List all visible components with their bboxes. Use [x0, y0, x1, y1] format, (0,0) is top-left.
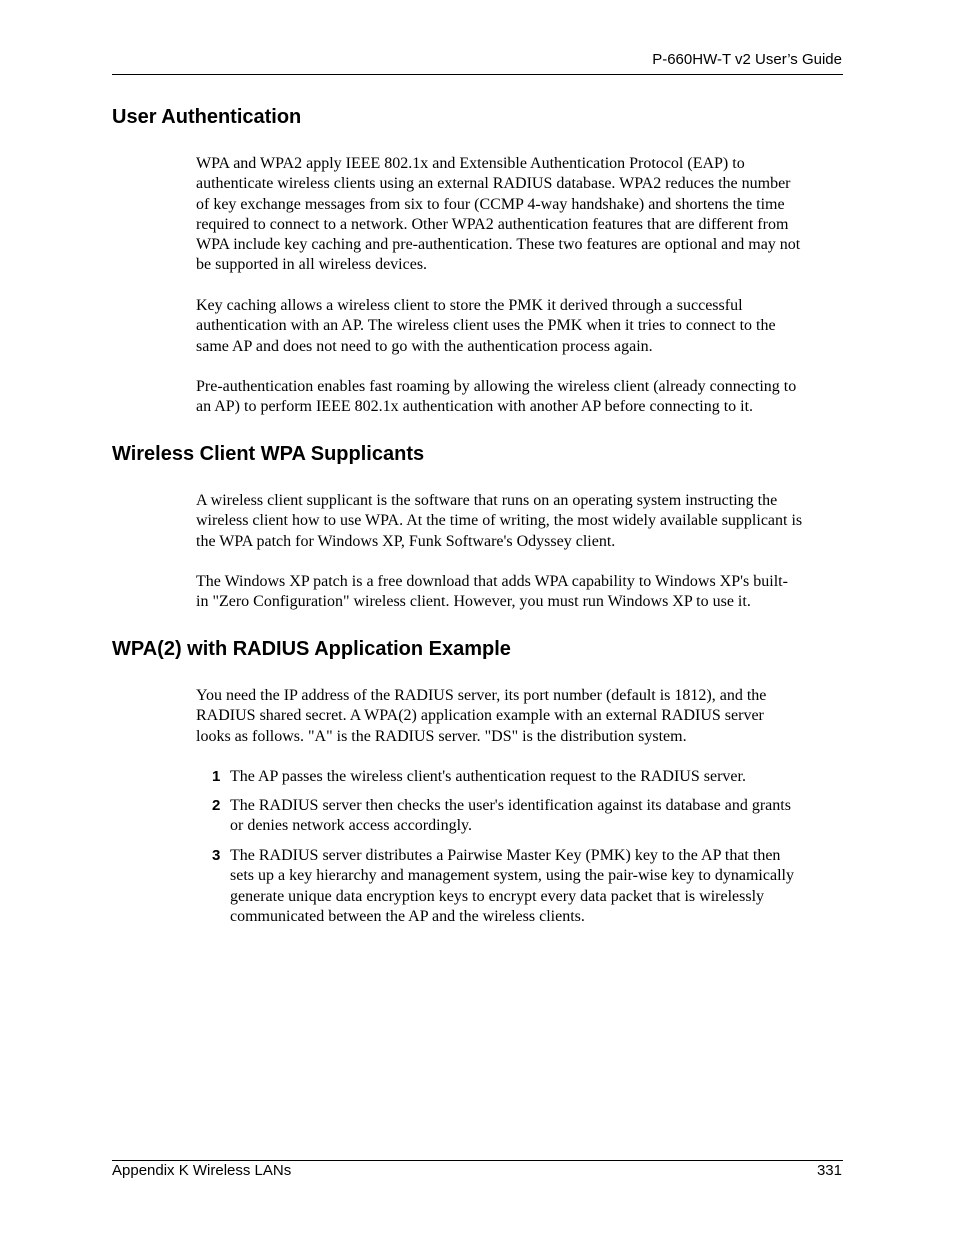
page-number: 331 — [816, 1162, 842, 1179]
paragraph: Key caching allows a wireless client to store the PMK it derived through a successful authentication with an AP. The wireless client uses the PMK when it tries to connect to the same AP and does not need to go with the authentication process again. — [196, 297, 776, 355]
paragraph: Pre-authentication enables fast roaming by allowing the wireless client (already connecting to an AP) to perform IEEE 802.1x authentication with another AP before connecting to it. — [196, 378, 797, 416]
paragraph: You need the IP address of the RADIUS server, its port number (default is 1812), and the RADIUS shared secret. A WPA(2) application example with an external RADIUS server looks as follows. "A" is the RADIUS server. "DS" is the distribution system. — [196, 687, 767, 745]
paragraph: A wireless client supplicant is the software that runs on an operating system instructing the wireless client how to use WPA. At the time of writing, the most widely available supplicant is the WPA patch for Windows XP, Funk Software's Odyssey client. — [196, 492, 803, 550]
step-number: 1 — [212, 768, 221, 785]
footer-section-title: Appendix K Wireless LANs — [112, 1162, 292, 1179]
step-number: 2 — [212, 797, 221, 814]
step-text: The AP passes the wireless client's authentication request to the RADIUS server. — [230, 768, 746, 785]
step-text: The RADIUS server distributes a Pairwise Master Key (PMK) key to the AP that then sets up a key hierarchy and management system, using the pair-wise key to dynamically generate unique data encryption keys to encrypt every data packet that is wirelessly communicated between the AP and the wireless clients. — [230, 847, 794, 925]
paragraph: The Windows XP patch is a free download that adds WPA capability to Windows XP's built- in "Zero Configuration" wireless client. However, you must run Windows XP to use it. — [196, 573, 788, 611]
paragraph: WPA and WPA2 apply IEEE 802.1x and Extensible Authentication Protocol (EAP) to authenticate wireless clients using an external RADIUS database. WPA2 reduces the number of key exchange messages from six to four (CCMP 4-way handshake) and shortens the time required to connect to a network. Other WPA2 authentication features that are different from WPA include key caching and pre-authentication. These two features are optional and may not be supported in all wireless devices. — [196, 155, 801, 274]
section-heading-wpa-supplicants: Wireless Client WPA Supplicants — [112, 443, 425, 465]
header-rule — [112, 74, 843, 75]
step-number: 3 — [212, 847, 221, 864]
step-text: The RADIUS server then checks the user's identification against its database and grants or denies network access accordingly. — [230, 797, 791, 835]
section-heading-user-authentication: User Authentication — [112, 106, 302, 128]
footer-rule — [112, 1160, 843, 1161]
section-heading-radius-example: WPA(2) with RADIUS Application Example — [112, 638, 511, 660]
header-title: P-660HW-T v2 User’s Guide — [652, 51, 842, 68]
